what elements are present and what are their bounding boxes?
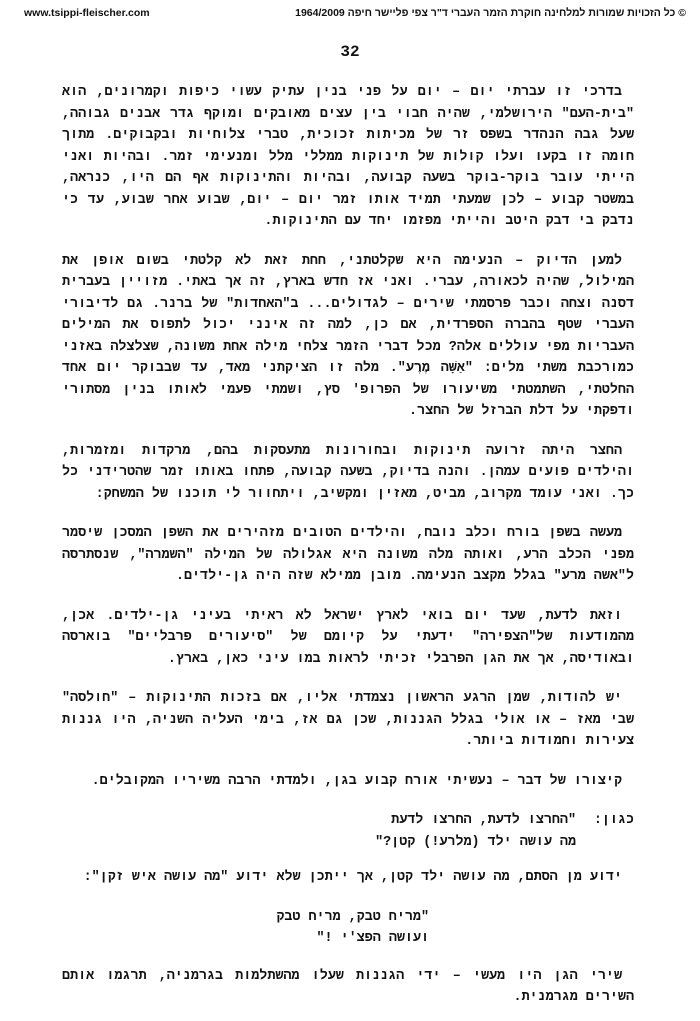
- page-header: [10, 6, 690, 22]
- example-lines: [62, 810, 576, 853]
- paragraph-5: וזאת לדעת, שעד יום בואי לארץ ישראל לא ראיתי בעיני גן-ילדים. אכן, מהמודעות של"הצפירה" ידעתי על קיומם של "סיעורים פרבליים" בוארסה ובאודיסה, אך את הגן הפרבלי זכיתי לראות במו עיני כאן, בארץ.: [62, 608, 634, 667]
- example-line-1: "החרצו לדעת, החרצו לדעת: [391, 813, 576, 828]
- page-number: 32: [340, 43, 360, 61]
- website-link[interactable]: www.tsippi-fleischer.com: [24, 7, 150, 19]
- song-quote: [62, 907, 634, 950]
- paragraph-9: שירי הגן היו מעשי – ידי הגננות שעלו מהשתלמות בגרמניה, תרגמו אותם השירים מגרמנית.: [62, 968, 634, 1005]
- paragraph-6: יש להודות, שמן הרגע הראשון נצמדתי אליו, אם בזכות התינוקות – "חולסה" שבי מאז – או אולי בגלל הגננות, שכן גם אז, בימי העליה השניה, היו גננות צעירות וחמודות ביותר.: [62, 691, 634, 749]
- paragraph-2: למען הדיוק – הנעימה היא שקלטתני, חחת זאת לא קלטתי בשום אופן את המילול, שהיה לכאורה, עברי. ואני אז חדש בארץ, זה אך באתי. מזויין בעברית דסנה וצחה וכבר פרסמתי שירים – לגדולים... ב"האחדות" של ברנר. גם לדיבורי העברי שטף בהברה הספרדית, אם כן, למה זה אינני יכול לתפוס את המילים העבריות מפי עוללים אלה? מכל דברי הזמר צלחי מילה אחת משונה, שצלצלה באזני כמורכבת משתי מלים: "אַשָּׁה מֶרֶע". מלה זו הציקתני מאד, עד שבבוקר יום אחד החלטתי, השתמטתי משיעורו של הפרופ' סץ, ושמתי פעמי לאותו בנין מסתורי ודפקתי על דלת הברזל של החצר.: [62, 253, 634, 419]
- document-body: [62, 82, 634, 1005]
- copyright-notice: © כל הזכויות שמורות למלחינה חוקרת הזמר העברי ד"ר צפי פליישר חיפה 1964/2009: [295, 7, 686, 19]
- example-line-2: מה עושה ילד (מלרע!) קטן?": [375, 834, 576, 850]
- paragraph-3: החצר היתה זרועה תינוקות ובחורונות מתעסקות בהם, מרקדות ומזמרות, והילדים פועים עמהן. והנה בדיוק, בשעה קבועה, פתחו באותו זמר שהטרידני כל כך. ואני עומד מקרוב, מביט, מאזין ומקשיב, ויתחוור לי תוכנו של המשחק:: [62, 443, 634, 502]
- paragraph-7: קיצורו של דבר – נעשיתי אורח קבוע בגן, ולמדתי הרבה משיריו המקובלים.: [91, 773, 622, 789]
- paragraph-8: ידוע מן הסתם, מה עושה ילד קטן, אך ייתכן שלא ידוע "מה עושה איש זקן":: [83, 870, 622, 885]
- song-example: [62, 810, 634, 853]
- paragraph-4: מעשה בשפן בורח וכלב נובח, והילדים הטובים מזהירים את השפן המסכן שיסמר מפני הכלב הרע, ואותה מלה משונה היא אגלולה של המילה "השמרה", שנסתרסה ל"אשה מרע" בגלל מקצב הנעימה. מובן ממילא שזה היה גן-ילדים.: [62, 526, 634, 584]
- example-label: כגון:: [593, 813, 634, 828]
- song-line-1: "מריח טבק, מריח טבק: [276, 909, 429, 925]
- song-line-2: ועושה הפצ'י !": [316, 931, 429, 946]
- paragraph-1: בדרכי זו עברתי יום – יום על פני בנין עתיק עשוי כיפות וקמרונים, הוא "בית-העם" הירושלמי, שהיה חבוי בין עצים מאובקים ומוקף גדר אבנים גבוהה, שעל גבה הנהדר בשפס זר של מכיתות זכוכית, טברי צלוחיות ובקבוקים. מתוך חומה זו בקעו ועלו קולות של תינוקות ממללי מלל ומנעימי זמר. ובהיות ואני הייתי עובר בוקר-בוקר בשעה קבועה, ובהיות והתינוקות אף הם היו, כנראה, במשטר קבוע – לכן שמעתי תמיד אותו זמר יום – יום, שבוע אחר שבוע, עד כי נדבק בי דבק היטב והייתי מפזמו יחד עם התינוקות.: [62, 85, 634, 229]
